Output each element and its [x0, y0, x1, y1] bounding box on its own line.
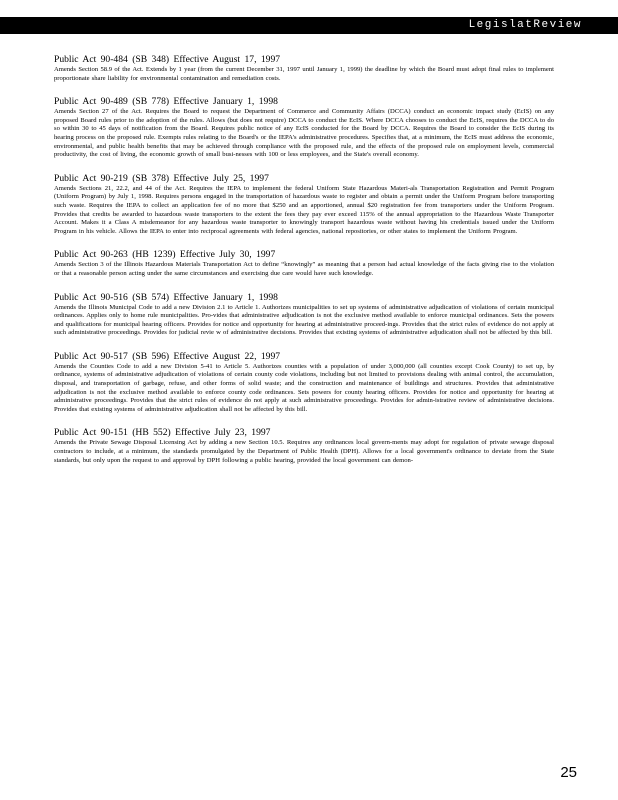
public-act-summary: Amends Section 3 of the Illinois Hazardous Materials Transportation Act to define “knowingly” as meaning that a person had actual knowledge of the facts giving rise to the violation or that a reasonable person acting under the same circumstances and exercising due care would have such knowledge.	[54, 261, 554, 277]
header-bar	[0, 17, 618, 34]
public-act-summary: Amends Section 58.9 of the Act. Extends by 1 year (from the current December 31, 1997 until January 1, 1999) the deadline by which the Board must adopt final rules to implement proportionate share liability for environmental contamination and remediation costs.	[54, 66, 554, 82]
public-act-entry	[54, 249, 554, 278]
public-act-title: Public Act 90-517 (SB 596) Effective August 22, 1997	[54, 350, 281, 362]
public-act-title: Public Act 90-516 (SB 574) Effective January 1, 1998	[54, 291, 278, 303]
public-act-entry	[54, 292, 554, 338]
public-act-title: Public Act 90-219 (SB 378) Effective July 25, 1997	[54, 172, 269, 184]
public-act-entry	[54, 351, 554, 415]
public-act-title: Public Act 90-484 (SB 348) Effective August 17, 1997	[54, 54, 281, 65]
public-act-entry	[54, 96, 554, 160]
public-act-title: Public Act 90-489 (SB 778) Effective January 1, 1998	[54, 96, 278, 108]
document-content	[54, 54, 554, 478]
public-act-summary: Amends Section 27 of the Act. Requires the Board to request the Department of Commerce and Community Affairs (DCCA) conduct an economic impact study (EcIS) on any proposed Board rules prior to the adoption of the rules. Allows (but does not require) DCCA to conduct the EcIS. Where DCCA chooses to conduct the EcIS, requires the DCCA to do so within 30 to 45 days of notification from the Board. Requires public notice of any EcIS conducted for the Board by DCCA. Requires the Board to consider the EcIS during its hearing process on the proposed rule. Exempts rules relating to the Board's or the IEPA's administrative procedures. Specifies that, at a minimum, the EcIS must address the economic, environmental, and public health benefits that may be achieved through compliance with the proposed rule, and the effects of the proposed rule on employment levels, commercial productivity, the cost of living, the economic growth of small busi-nesses with 100 or less employees, and the State's overall economy.	[54, 108, 554, 159]
public-act-summary: Amends the Private Sewage Disposal Licensing Act by adding a new Section 10.5. Requires any ordinances local govern-ments may adopt for regulation of private sewage disposal contractors to include, at a minimum, the standards promulgated by the Department of Public Health (DPH). Allows for a local government's ordinance to deviate from the State standards, but only upon the request to and approval by DPH following a public hearing, provided the local government can demon-	[54, 439, 554, 464]
public-act-entry	[54, 427, 554, 465]
public-act-summary: Amends the Counties Code to add a new Division 5-41 to Article 5. Authorizes counties with a population of under 3,000,000 (all counties except Cook County) to set up, by ordinance, systems of administrative adjudication of violations of certain county code violations, including but not limited to provisions dealing with animal control, the accumulation, disposal, and transportation of garbage, refuse, and other forms of solid waste; and the construction and maintenance of buildings and structures. Provides that administrative adjudication is not the exclusive method available to enforce county code ordinances. Sets powers for county hearing officers. Provides for notice and opportunity for hearing at administrative proceedings. Provides that the strict rules of evidence do not apply at such administrative proceedings. Provides for admin-istrative review of administrative decisions. Provides that existing systems of administrative adjudication shall not be affected by this bill.	[54, 362, 554, 413]
public-act-entry	[54, 173, 554, 237]
running-header-title: LegislatReview	[468, 19, 582, 31]
page-number: 25	[560, 764, 577, 781]
public-act-entry	[54, 54, 554, 83]
public-act-title: Public Act 90-151 (HB 552) Effective July 23, 1997	[54, 427, 271, 439]
public-act-title: Public Act 90-263 (HB 1239) Effective July 30, 1997	[54, 249, 276, 261]
public-act-summary: Amends the Illinois Municipal Code to add a new Division 2.1 to Article 1. Authorizes municipalities to set up systems of administrative adjudication of violations of certain municipal ordinances. Applies only to home rule municipalities. Pro-vides that administrative adjudication is not the exclusive method available to enforce municipal ordinances. Sets the powers and qualifications for municipal hearing officers. Provides for notice and opportunity for hearing at administrative proceed-ings. Provides that the strict rules of evidence do not apply at such administrative proceedings. Provides for judicial revie w of administrative decisions. Provides that existing systems of administrative adjudication shall not be affected by this bill.	[54, 303, 554, 337]
public-act-summary: Amends Sections 21, 22.2, and 44 of the Act. Requires the IEPA to implement the federal Uniform State Hazardous Materi-als Transportation Registration and Permit Program (Uniform Program) by July 1, 1998. Requires persons engaged in the transportation of hazardous waste to register and obtain a permit under the Uniform Program before transporting such waste. Requires the IEPA to collect an application fee of no more that $250 and an apportioned, annual $20 registration fee from transporters under the Uniform Program. Provides that credits be awarded to hazardous waste transporters to the extent the fees they pay ever exceed 115% of the annual appropriation to the Hazardous Waste Transporter Account. Makes it a Class A misdemeanor for any hazardous waste transporter to knowingly transport hazardous waste without having his credentials issued under the Uniform Program in his vehicle. Allows the IEPA to enter into reciprocal agreements with federal agencies, national repositories, or other states to implement the Uniform Program.	[54, 184, 554, 235]
